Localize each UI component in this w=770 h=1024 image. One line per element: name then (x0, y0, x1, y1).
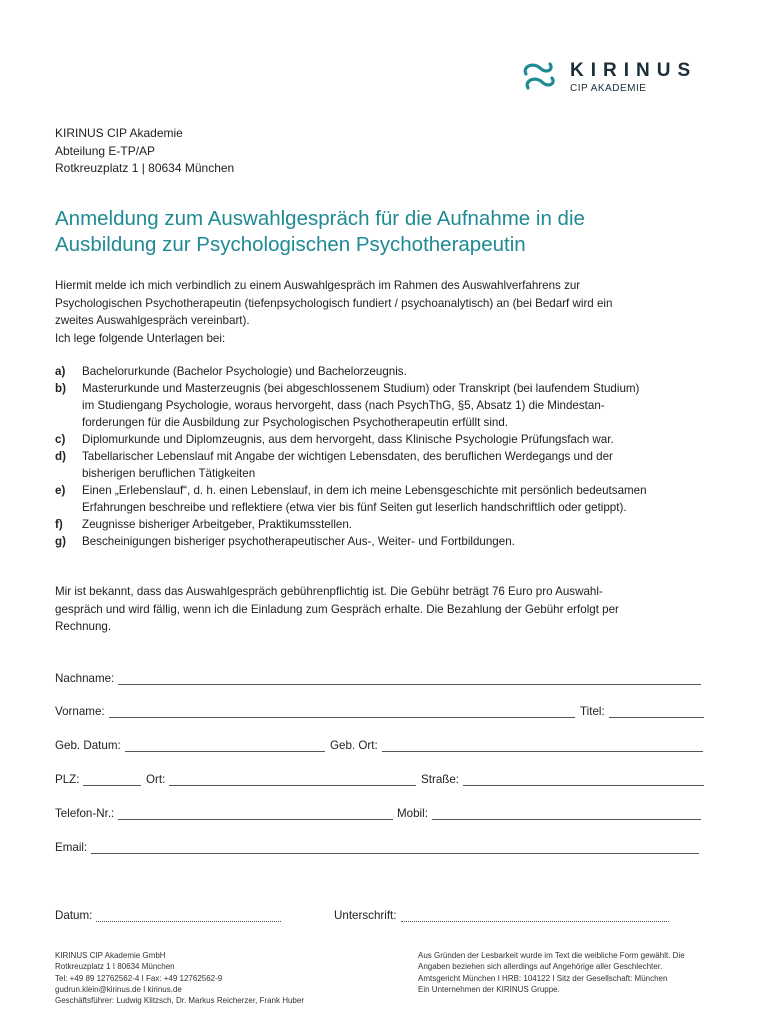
documents-list (55, 363, 725, 550)
email-label: Email: (55, 841, 88, 854)
address-line: Rotkreuzplatz 1 | 80634 München (55, 161, 235, 175)
logo-brand: KIRINUS (570, 60, 698, 81)
telefon-label: Telefon-Nr.: (55, 807, 115, 820)
list-item (55, 516, 725, 533)
list-marker: e) (55, 484, 66, 497)
fee-line: gespräch und wird fällig, wenn ich die Einladung zum Gespräch erhalte. Die Bezahlung der Gebühr erfolgt per (55, 602, 619, 616)
ort-input-line[interactable] (169, 773, 416, 786)
titel-input-line[interactable] (609, 705, 704, 718)
unterschrift-label: Unterschrift: (334, 909, 397, 922)
form-row-email (55, 841, 705, 859)
list-marker: b) (55, 382, 66, 395)
list-item-text: Tabellarischer Lebenslauf mit Angabe der wichtigen Lebensdaten, des beruflichen Werdegangs und der (82, 450, 613, 463)
datum-field[interactable] (55, 909, 281, 922)
strasse-field[interactable] (421, 773, 704, 786)
list-item-text: Bachelorurkunde (Bachelor Psychologie) und Bachelorzeugnis. (82, 365, 407, 378)
form-row-signature (55, 909, 705, 927)
recipient-address (55, 125, 234, 178)
unterschrift-field[interactable] (334, 909, 669, 922)
geb-ort-label: Geb. Ort: (330, 739, 378, 752)
nachname-label: Nachname: (55, 672, 115, 685)
vorname-field[interactable] (55, 705, 575, 718)
plz-input-line[interactable] (83, 773, 141, 786)
footer-line: Angaben beziehen sich allerdings auf Angehörige aller Geschlechter. (418, 962, 663, 972)
list-item (55, 363, 725, 380)
list-item-text: Zeugnisse bisheriger Arbeitgeber, Praktikumsstellen. (82, 518, 353, 531)
form-row-nachname (55, 672, 705, 690)
footer-line: Tel: +49 89 12762562-4 I Fax: +49 12762562-9 (55, 973, 223, 983)
list-marker: a) (55, 365, 66, 378)
intro-line: Hiermit melde ich mich verbindlich zu einem Auswahlgespräch im Rahmen des Auswahlverfahrens zur (55, 279, 581, 292)
titel-label: Titel: (580, 705, 605, 718)
unterschrift-input-line[interactable] (401, 909, 670, 922)
geb-ort-field[interactable] (330, 739, 703, 752)
intro-paragraph (55, 277, 715, 347)
mobil-label: Mobil: (397, 807, 428, 820)
fee-line: Rechnung. (55, 620, 112, 633)
strasse-label: Straße: (421, 773, 460, 786)
footer-line: Rotkreuzplatz 1 I 80634 München (55, 962, 175, 972)
kirinus-logo-icon (520, 60, 560, 96)
footer-line: Ein Unternehmen der KIRINUS Gruppe. (418, 984, 560, 994)
datum-input-line[interactable] (96, 909, 281, 922)
intro-line: Psychologischen Psychotherapeutin (tiefenpsychologisch fundiert / psychoanalytisch) an (bei Bedarf wird ein (55, 296, 613, 310)
fee-paragraph (55, 583, 725, 636)
footer-line: Geschäftsführer: Ludwig Klitzsch, Dr. Markus Reicherzer, Frank Huber (55, 996, 304, 1006)
fee-line: Mir ist bekannt, dass das Auswahlgespräch gebührenpflichtig ist. Die Gebühr beträgt 76 Euro pro Auswahl- (55, 585, 603, 598)
geb-datum-input-line[interactable] (125, 739, 325, 752)
email-input-line[interactable] (91, 841, 699, 854)
email-field[interactable] (55, 841, 699, 854)
plz-field[interactable] (55, 773, 141, 786)
list-item-text: Diplomurkunde und Diplomzeugnis, aus dem hervorgeht, dass Klinische Psychologie Prüfungsfach war. (82, 433, 614, 446)
list-item (55, 533, 725, 550)
logo-subtitle: CIP AKADEMIE (570, 83, 647, 94)
telefon-input-line[interactable] (118, 807, 393, 820)
address-line: KIRINUS CIP Akademie (55, 126, 183, 140)
footer-line: KIRINUS CIP Akademie GmbH (55, 951, 166, 960)
footer-legal-note (418, 950, 685, 995)
form-row-geburt (55, 739, 705, 757)
datum-label: Datum: (55, 909, 93, 922)
title-line: Ausbildung zur Psychologischen Psychotherapeutin (55, 233, 526, 256)
intro-line: Ich lege folgende Unterlagen bei: (55, 331, 226, 345)
form-row-vorname (55, 705, 705, 723)
list-marker: d) (55, 450, 66, 463)
geb-datum-field[interactable] (55, 739, 325, 752)
list-item-text: forderungen für die Ausbildung zur Psychologischen Psychotherapeutin erfüllt sind. (82, 416, 509, 429)
list-item-text: Erfahrungen beschreibe und reflektiere (etwa vier bis fünf Seiten gut leserlich handschriftlich oder getippt). (82, 501, 627, 514)
list-item (55, 448, 725, 482)
ort-field[interactable] (146, 773, 416, 786)
mobil-input-line[interactable] (432, 807, 701, 820)
list-marker: g) (55, 535, 66, 548)
footer-company-info (55, 950, 304, 1006)
list-marker: f) (55, 518, 63, 531)
geb-datum-label: Geb. Datum: (55, 739, 121, 752)
footer-line: Aus Gründen der Lesbarkeit wurde im Text die weibliche Form gewählt. Die (418, 951, 685, 960)
vorname-label: Vorname: (55, 705, 105, 718)
plz-label: PLZ: (55, 773, 80, 786)
title-line: Anmeldung zum Auswahlgespräch für die Aufnahme in die (55, 207, 585, 230)
list-item-text: Bescheinigungen bisheriger psychotherapeutischer Aus-, Weiter- und Fortbildungen. (82, 535, 515, 548)
list-marker: c) (55, 433, 66, 446)
list-item-text: Einen „Erlebenslauf“, d. h. einen Lebenslauf, in dem ich meine Lebensgeschichte mit persönlich bedeutsamen (82, 484, 647, 497)
titel-field[interactable] (580, 705, 704, 718)
list-item-text: im Studiengang Psychologie, woraus hervorgeht, dass (nach PsychThG, §5, Absatz 1) die Mindestan- (82, 399, 605, 412)
ort-label: Ort: (146, 773, 166, 786)
footer-line: Amtsgericht München I HRB: 104122 I Sitz der Gesellschaft: München (418, 973, 668, 983)
form-row-anschrift (55, 773, 705, 791)
list-item-text: bisherigen beruflichen Tätigkeiten (82, 467, 256, 480)
intro-line: zweites Auswahlgespräch vereinbart). (55, 314, 250, 327)
list-item (55, 431, 725, 448)
nachname-field[interactable] (55, 672, 701, 685)
kirinus-logo (520, 58, 720, 100)
mobil-field[interactable] (397, 807, 701, 820)
form-row-telefon (55, 807, 705, 825)
vorname-input-line[interactable] (109, 705, 575, 718)
strasse-input-line[interactable] (463, 773, 704, 786)
list-item (55, 482, 725, 516)
footer-line: gudrun.klein@kirinus.de I kirinus.de (55, 984, 182, 994)
nachname-input-line[interactable] (118, 672, 701, 685)
list-item (55, 380, 725, 431)
document-title (55, 206, 585, 258)
list-item-text: Masterurkunde und Masterzeugnis (bei abgeschlossenem Studium) oder Transkript (bei laufendem Studium) (82, 382, 640, 395)
telefon-field[interactable] (55, 807, 393, 820)
geb-ort-input-line[interactable] (382, 739, 703, 752)
address-line: Abteilung E-TP/AP (55, 143, 156, 158)
